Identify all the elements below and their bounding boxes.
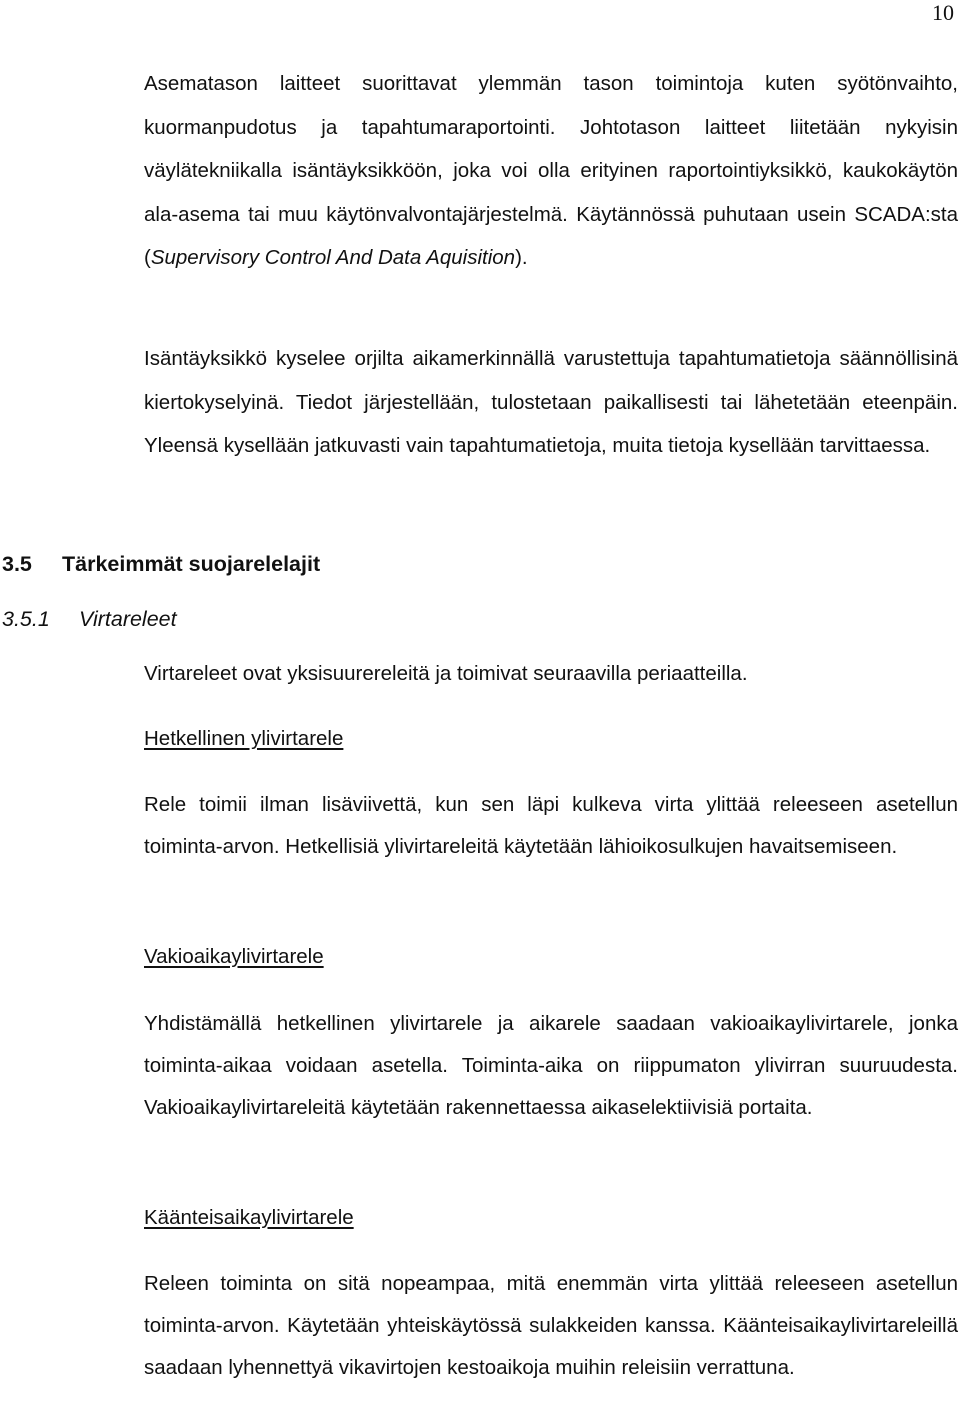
paragraph-automation-levels [144,62,958,280]
relay-type-heading: Hetkellinen ylivirtarele [144,727,344,750]
section-heading [2,549,320,579]
relay-type-heading: Vakioaikaylivirtarele [144,945,324,968]
intro-paragraph: Virtareleet ovat yksisuurereleitä ja toimivat seuraavilla periaatteilla. [144,662,748,685]
subsection-number: 3.5.1 [2,607,50,631]
relay-type-description: Yhdistämällä hetkellinen ylivirtarele ja aikarele saadaan vakioaikaylivirtarele, jonka toiminta-aikaa voidaan asetella. Toiminta-aika on riippumaton ylivirran suuruudesta. Vakioaikaylivirtareleitä käytetään rakennettaessa aikaselektiivisiä portaita. [144,1012,958,1119]
scada-expansion: Supervisory Control And Data Aquisition [150,246,516,269]
paragraph-text-end: ). [515,246,528,269]
subsection-title: Virtareleet [79,607,177,631]
page-number: 10 [932,0,954,25]
subsection-heading [2,604,177,634]
relay-type-description: Releen toiminta on sitä nopeampaa, mitä enemmän virta ylittää releeseen asetellun toiminta-arvon. Käytetään yhteiskäytössä sulakkeiden kanssa. Käänteisaikaylivirtareleillä saadaan lyhennettyä vikavirtojen kestoaikoja muihin releisiin verrattuna. [144,1272,958,1379]
relay-type-description: Rele toimii ilman lisäviivettä, kun sen läpi kulkeva virta ylittää releeseen asetellun toiminta-arvon. Hetkellisiä ylivirtareleitä käytetään lähioikosulkujen havaitsemiseen. [144,793,958,858]
section-title: Tärkeimmät suojarelelajit [62,552,321,576]
paragraph-text: Asematason laitteet suorittavat ylemmän tason toimintoja kuten syötönvaihto, kuormanpudotus ja tapahtumaraportointi. Johtotason laitteet liitetään nykyisin väylätekniikalla isäntäyksikköön, joka voi olla erityinen raportointiyksikkö, kaukokäytön ala-asema tai muu käytönvalvontajärjestelmä. Käytännössä puhutaan usein SCADA:sta ( [144,72,958,269]
relay-type-heading: Käänteisaikaylivirtarele [144,1206,354,1229]
paragraph-master-polling: Isäntäyksikkö kyselee orjilta aikamerkinnällä varustettuja tapahtumatietoja säännöllisinä kiertokyselyinä. Tiedot järjestellään, tulostetaan paikallisesti tai lähetetään eteenpäin. Yleensä kysellään jatkuvasti vain tapahtumatietoja, muita tietoja kysellään tarvittaessa. [144,347,958,457]
section-number: 3.5 [2,552,32,576]
